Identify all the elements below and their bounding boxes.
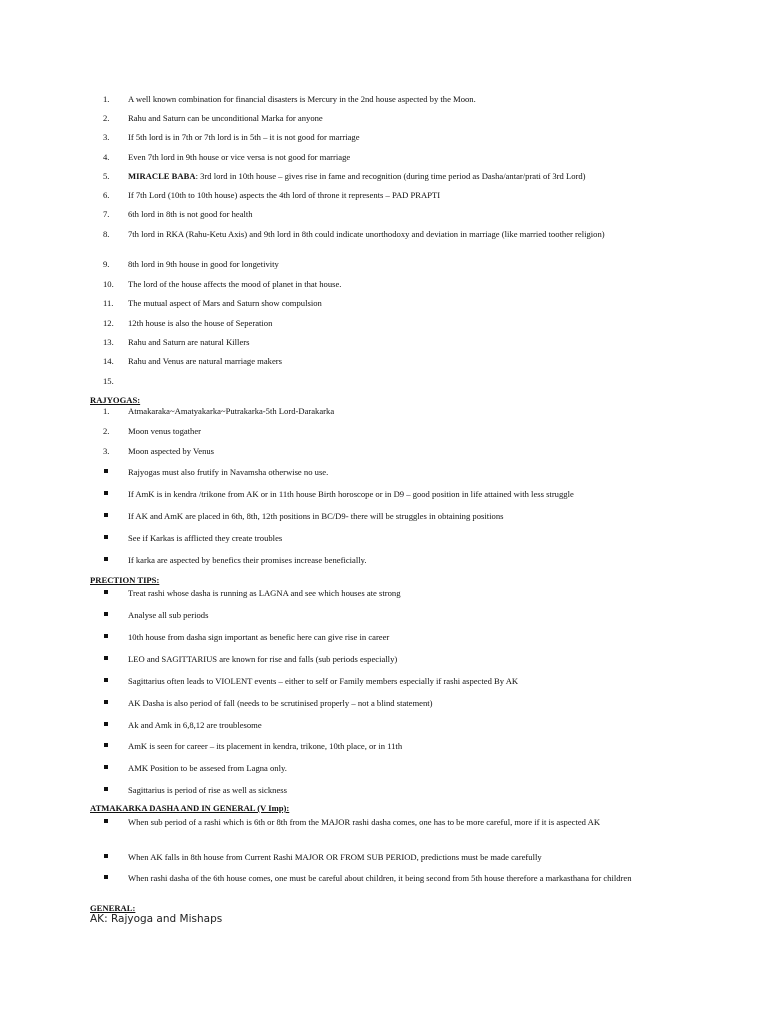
item-text: Analyse all sub periods (128, 610, 209, 620)
item-number: 14. (103, 356, 114, 366)
item-number: 9. (103, 259, 110, 269)
bullet-icon (104, 785, 110, 791)
item-number: 5. (103, 171, 110, 181)
item-text: If 7th Lord (10th to 10th house) aspects the 4th lord of throne it represents – PAD PRAPTI (128, 190, 441, 200)
item-number: 11. (103, 298, 114, 308)
item-text: Rahu and Saturn can be unconditional Marka for anyone (128, 113, 323, 123)
item-text: AmK is seen for career – its placement in kendra, trikone, 10th place, or in 11th (128, 741, 403, 751)
bullet-icon (104, 873, 110, 879)
item-text: The lord of the house affects the mood of planet in that house. (128, 279, 342, 289)
bullet-icon (104, 588, 110, 594)
item-text: Atmakaraka~Amatyakarka~Putrakarka-5th Lord-Darakarka (128, 406, 335, 416)
general-heading: GENERAL: (90, 903, 136, 913)
item-text: See if Karkas is afflicted they create troubles (128, 533, 283, 543)
bullet-icon (104, 555, 110, 561)
item-number: 1. (103, 94, 110, 104)
item-number: 15. (103, 376, 114, 386)
atmakarka-heading: ATMAKARKA DASHA AND IN GENERAL (V Imp): (90, 803, 290, 813)
miracle-baba-label: MIRACLE BABA (128, 171, 196, 181)
bullet-icon (104, 741, 110, 747)
item-text (128, 171, 648, 181)
item-text: Even 7th lord in 9th house or vice versa is not good for marriage (128, 152, 351, 162)
item-text: If AmK is in kendra /trikone from AK or in 11th house Birth horoscope or in D9 – good position in life attained with less struggle (128, 489, 574, 499)
bullet-icon (104, 817, 110, 823)
item-text: 6th lord in 8th is not good for health (128, 209, 253, 219)
rajyogas-heading: RAJYOGAS: (90, 395, 141, 405)
item-text: When rashi dasha of the 6th house comes, one must be careful about children, it being second from 5th house therefore a markasthana for children (128, 873, 632, 883)
item-text: Moon venus togather (128, 426, 202, 436)
bullet-icon (104, 676, 110, 682)
item-number: 3. (103, 446, 110, 456)
item-text: Rajyogas must also frutify in Navamsha otherwise no use. (128, 467, 329, 477)
item-text: If karka are aspected by benefics their promises increase beneficially. (128, 555, 367, 565)
item-text: Rahu and Saturn are natural Killers (128, 337, 250, 347)
item-text: The mutual aspect of Mars and Saturn show compulsion (128, 298, 322, 308)
item-number: 8. (103, 229, 110, 239)
item-text: AK Dasha is also period of fall (needs to be scrutinised properly – not a blind statement) (128, 698, 433, 708)
item-text: When AK falls in 8th house from Current Rashi MAJOR OR FROM SUB PERIOD, predictions must be made carefully (128, 852, 542, 862)
bullet-icon (104, 610, 110, 616)
item-text: Moon aspected by Venus (128, 446, 215, 456)
item-text: If 5th lord is in 7th or 7th lord is in 5th – it is not good for marriage (128, 132, 360, 142)
item-text: LEO and SAGITTARIUS are known for rise and falls (sub periods especially) (128, 654, 398, 664)
item-text: Sagittarius is period of rise as well as sickness (128, 785, 287, 795)
item-text: 8th lord in 9th house in good for longetivity (128, 259, 279, 269)
item-number: 2. (103, 426, 110, 436)
bullet-icon (104, 852, 110, 858)
item-text: Sagittarius often leads to VIOLENT events – either to self or Family members especially if rashi aspected By AK (128, 676, 519, 686)
bullet-icon (104, 533, 110, 539)
item-text: Rahu and Venus are natural marriage makers (128, 356, 282, 366)
item-text: 10th house from dasha sign important as benefic here can give rise in career (128, 632, 390, 642)
item-text-rest: : 3rd lord in 10th house – gives rise in fame and recognition (during time period as Dasha/antar/prati of 3rd Lord) (195, 171, 586, 181)
item-number: 2. (103, 113, 110, 123)
bullet-icon (104, 654, 110, 660)
bullet-icon (104, 632, 110, 638)
item-number: 4. (103, 152, 110, 162)
bullet-icon (104, 511, 110, 517)
item-number: 6. (103, 190, 110, 200)
item-text: A well known combination for financial disasters is Mercury in the 2nd house aspected by the Moon. (128, 94, 476, 104)
item-number: 3. (103, 132, 110, 142)
item-text: When sub period of a rashi which is 6th or 8th from the MAJOR rashi dasha comes, one has to be more careful, more if it is aspected AK (128, 817, 601, 827)
item-number: 10. (103, 279, 114, 289)
item-number: 1. (103, 406, 110, 416)
item-text: 7th lord in RKA (Rahu-Ketu Axis) and 9th lord in 8th could indicate unorthodoxy and deviation in marriage (like married toother religion) (128, 229, 605, 239)
bullet-icon (104, 467, 110, 473)
bullet-icon (104, 489, 110, 495)
item-text: Ak and Amk in 6,8,12 are troublesome (128, 720, 262, 730)
item-number: 7. (103, 209, 110, 219)
item-text: AMK Position to be assesed from Lagna only. (128, 763, 287, 773)
prediction-tips-heading: PRECTION TIPS: (90, 575, 160, 585)
item-text: Treat rashi whose dasha is running as LAGNA and see which houses ate strong (128, 588, 401, 598)
bullet-icon (104, 698, 110, 704)
item-text: If AK and AmK are placed in 6th, 8th, 12th positions in BC/D9- there will be struggles in obtaining positions (128, 511, 504, 521)
bullet-icon (104, 720, 110, 726)
general-subheading: AK: Rajyoga and Mishaps (90, 913, 223, 925)
bullet-icon (104, 763, 110, 769)
item-number: 13. (103, 337, 114, 347)
item-number: 12. (103, 318, 114, 328)
item-text: 12th house is also the house of Seperation (128, 318, 273, 328)
